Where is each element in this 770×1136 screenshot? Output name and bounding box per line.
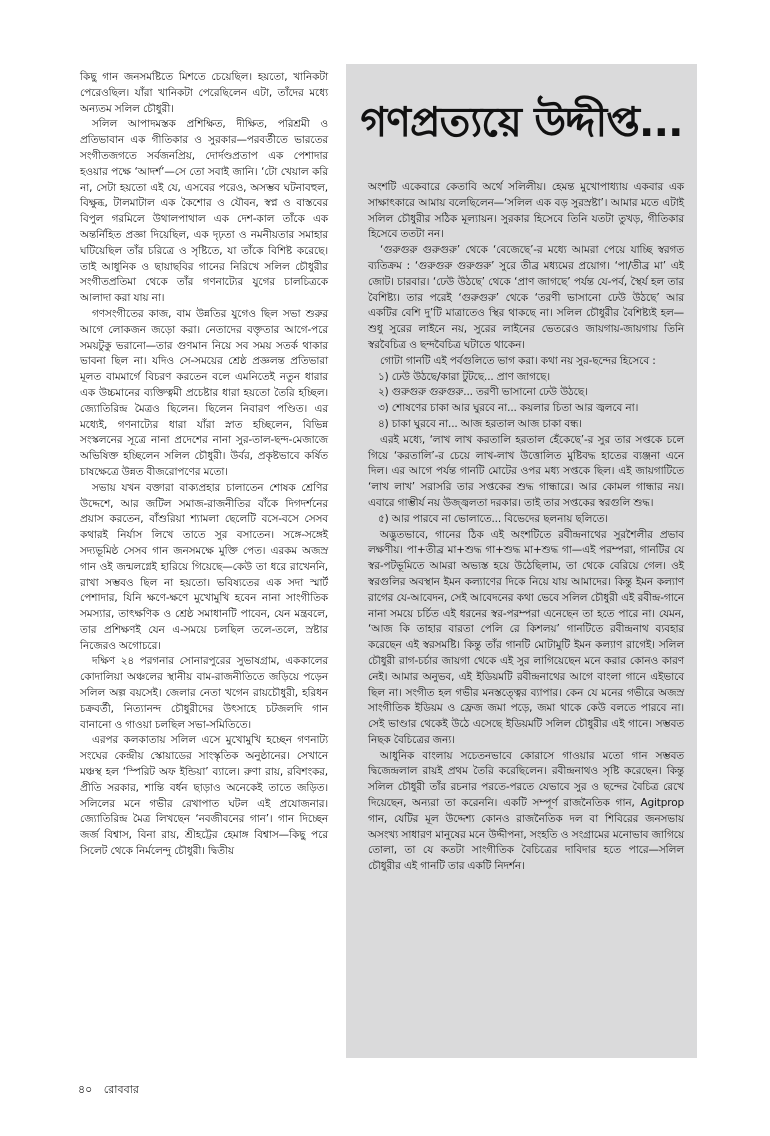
sidebar-headline: গণপ্রত্যয়ে উদ্দীপ্ত... (360, 98, 683, 146)
article-paragraph: সলিল আপাদমস্তক প্রশিক্ষিত, দীক্ষিত, পরিশ্রমী ও প্রতিভাবান এক গীতিকার ও সুরকার—পরবর্তীতে ভারতের সংগীতজগতে সর্বজনপ্রিয়, দোর্দণ্ডপ্রতাপ এক পেশাদার হওয়ার পক্ষে ‘আদর্শ’—সে তো সবাই জানি। ‘টো খেয়াল করি না, সেটা হয়তো এই যে, এসবের পরেও, অসম্ভব ঘটনাবহুল, বিক্ষুব্ধ, টালমাটাল এক কৈশোর ও যৌবন, স্বপ্ন ও বাস্তবের বিপুল গরমিলে উথালপাথাল এক দেশ-কাল তাঁকে এক অন্তর্নিহিত প্রজ্ঞা দিয়েছিল, এক দৃঢ়তা ও নমনীয়তার সমাহার ঘটিয়েছিল তাঁর চরিত্রে ও সৃষ্টিতে, যা তাঁকে বিশিষ্ট করেছে। তাই আধুনিক ও ছায়াছবির গানের নিরিখে সলিল চৌধুরীর সংগীতপ্রতিমা থেকে তাঁর গণনাট্যের যুগের চালচিত্রকে আলাদা করা যায় না। (80, 118, 328, 305)
sidebar-list-item: ১) ঢেউ উঠছে/কারা টুটছে... প্রাণ জাগছে। (378, 370, 550, 383)
sidebar-paragraph: এরই মধ্যে, ‘লাখ লাখ করতালি হরতাল হেঁকেছে’-র সুর তার সপ্তকে চলে গিয়ে ‘করতালি’-র চেয়ে লাখ-লাখ উত্তোলিত মুষ্টিবদ্ধ হাতের ব্যঞ্জনা এনে দিল। এর আগে পর্যন্ত গানটি মোটের ওপর মধ্য সপ্তকে ছিল। এই জায়গাটিতে ‘লাখ লাখ’ সরাসরি তার সপ্তকের শুদ্ধ গান্ধারে। আর কোমল গান্ধার নয়। এবারে গাম্ভীর্য নয় উজ্জ্বলতা দরকার। তাই তার সপ্তকের স্বরগুলি শুদ্ধ। (368, 433, 684, 509)
article-paragraph: দক্ষিণ ২৪ পরগনার সোনারপুরের সুভাষগ্রাম, এককালের কোদালিয়া অঞ্চলের স্থানীয় বাম-রাজনীতিতে জড়িয়ে পড়েন সলিল অল্প বয়সেই। জেলার নেতা খগেন রায়চৌধুরী, হরিধন চক্রবর্তী, নিত্যানন্দ চৌধুরীদের উৎসাহে চটজলদি গান বানানো ও গাওয়া চলছিল সভা-সমিতিতে। (80, 655, 328, 731)
sidebar-list-item: ৫) আর পারবে না ভোলাতে... বিভেদের ছলনায় ছলিতে। (378, 512, 608, 525)
sidebar-paragraph: আধুনিক বাংলায় সচেতনভাবে কোরাসে গাওয়ার মতো গান সম্ভবত দ্বিজেন্দ্রলাল রায়ই প্রথম তৈরি করেছিলেন। রবীন্দ্রনাথও সৃষ্টি করেছেন। কিন্তু সলিল চৌধুরী তাঁর রচনার পরতে-পরতে যেভাবে সুর ও ছন্দের বৈচিত্র রেখে দিয়েছেন, অন্যরা তা করেননি। একটি সম্পূর্ণ রাজনৈতিক গান, Agitprop গান, যেটির মূল উদ্দেশ্য কোনও রাজনৈতিক দল বা শিবিরের জনসভায় অসংখ্য সাধারণ মানুষের মনে উদ্দীপনা, সংহতি ও সংগ্রামের মনোভাব জাগিয়ে তোলা, তা যে কতটা সাংগীতিক বৈচিত্রের দাবিদার হতে পারে—সলিল চৌধুরীর এই গানটি তার একটি নিদর্শন। (368, 749, 684, 873)
article-paragraph: কিছু গান জনসমষ্টিতে মিশতে চেয়েছিল। হয়তো, খানিকটা পেরেওছিল। যাঁরা খানিকটা পেরেছিলেন এটা, তাঁদের মধ্যে অন্যতম সলিল চৌধুরী। (80, 71, 328, 115)
left-article-column (80, 70, 328, 1070)
article-paragraph: গণসংগীতের কাজ, বাম উন্নতির যুগেও ছিল সভা শুরুর আগে লোকজন জড়ো করা। নেতাদের বক্তৃতার আগে-পরে সময়টুকু ভরানো—তার গুণমান নিয়ে সব সময় সতর্ক থাকার ভাবনা ছিল না। যদিও সে-সময়ের শ্রেষ্ঠ প্রজ্ঞলন্ত প্রতিভারা মূলত বামমার্গে বিচরণ করতেন বলে এমনিতেই নতুন ধারার এক উচ্চমানের ব্যক্তিত্বমী প্রচেষ্টার ধারা হয়তো তৈরি হচ্ছিল। জ্যোতিরিন্দ্র মৈত্রও ছিলেন। ছিলেন নিবারণ পণ্ডিত। এর মধ্যেই, গণনাট্যের ধারা যাঁরা স্নাত হচ্ছিলেন, বিভিন্ন সংস্কলনের সূত্রে নানা প্রদেশের নানা সুর-তাল-ছন্দ-মেজাজে অভিষিক্ত হচ্ছিলেন সলিল চৌধুরী। উর্বর, প্রকৃষ্টভাবে কর্ষিত চাষক্ষেত্রে উন্নত বীজরোপণের মতো। (80, 307, 328, 478)
sidebar-paragraph: অংশটি একেবারে কেতাবি অর্থে সলিলীয়। হেমন্ত মুখোপাধ্যায় একবার এক সাক্ষাৎকারে আমায় বলেছিলেন—‘সলিল এক বড় সুরস্রষ্টা’। আমার মতে এটাই সলিল চৌধুরীর সঠিক মূল্যায়ন। সুরকার হিসেবে তিনি যতটা তুখড়, গীতিকার হিসেবে ততটা নন। (368, 181, 684, 241)
page-number: ৪০ (78, 1083, 93, 1096)
sidebar-paragraph: অদ্ভুতভাবে, গানের ঠিক এই অংশটিতে রবীন্দ্রনাথের সুরশৈলীর প্রভাব লক্ষণীয়। পা+তীব্র মা+শুদ্ধ গা+শুদ্ধ মা+শুদ্ধ গা—এই পরম্পরা, গানটির যে স্বর-পটভূমিতে আমরা অভ্যস্ত হয়ে উঠেছিলাম, তা থেকে বেরিয়ে গেল। ওই স্বরগুলির অবস্থান ইমন কল্যাণের দিকে নিয়ে যায় আমাদের। কিন্তু ইমন কল্যাণ রাগের যে-আবেদন, সেই আবেদনের কথা ভেবে সলিল চৌধুরী এই রবীন্দ্র-গানে নানা সময়ে চর্চিত এই ধরনের স্বর-পরম্পরা এনেছেন তা হতে পারে না। যেমন, ‘আজ কি তাহার বারতা পেলি রে কিশলয়’ গানটিতে রবীন্দ্রনাথ ব্যবহার করেছেন এই স্বরসমষ্টি। কিন্তু তাঁর গানটি মোটামুটি ইমন কল্যাণ রাগেই। সলিল চৌধুরী রাগ-চর্চার জায়গা থেকে এই সুর লাগিয়েছেন মনে করার কোনও কারণ নেই। আমার অনুভব, এই ইডিয়মটি রবীন্দ্রনাথের আগে বাংলা গানে এইভাবে ছিল না। সংগীত হল গভীর মনস্তত্ত্বের ব্যাপার। কেন যে মনের গভীরে অজস্র সাংগীতিক ইডিয়ম ও ফ্রেজ জমা পড়ে, জমা থাকে কেউ বলতে পারবে না। সেই ভাণ্ডার থেকেই উঠে এসেছে ইডিয়মটি সলিল চৌধুরীর এই গানে। সম্ভবত নিছক বৈচিত্রের জন্য। (368, 528, 684, 746)
sidebar-list-item: ২) গুরুগুরু গুরুগুরু... তরণী ভাসানো ঢেউ উঠছে। (378, 386, 588, 399)
sidebar-list-item: ৩) শোষণের চাকা আর ঘুরবে না... কয়লার চিতা আর জ্বলবে না। (378, 402, 639, 415)
sidebar-paragraph: ‘গুরুগুরু গুরুগুরু’ থেকে ‘বেজেছে’-র মধ্যে আমরা পেয়ে যাচ্ছি স্বরগত ব্যতিক্রম : ‘গুরুগুরু গুরুগুরু’ সুরে তীব্র মধ্যমের প্রয়োগ। ‘পা/তীব্র মা’ এই জোট। চারবার। ‘ঢেউ উঠছে’ থেকে ‘প্রাণ জাগছে’ পর্যন্ত যে-পর্ব, স্থৈর্য হল তার বৈশিষ্ট্য। তার পরেই ‘গুরুগুরু’ থেকে ‘তরণী ভাসানো ঢেউ উঠছে’ আর একটির বেশি দু’টি মাত্রাতেও স্থির থাকছে না। সলিল চৌধুরীর বৈশিষ্ট্যই হল—শুধু সুরের লাইনে নয়, সুরের লাইনের ভেতরেও জায়গায়-জায়গায় তিনি স্বরবৈচিত্র ও ছন্দবৈচিত্র ঘটাতে থাকেন। (368, 244, 684, 351)
sidebar-list-item: ৪) চাকা ঘুরবে না... আজ হরতাল আজ চাকা বন্ধ। (378, 417, 582, 430)
page-footer (78, 1083, 147, 1097)
magazine-name: রোববার (103, 1083, 139, 1096)
article-paragraph: এরপর কলকাতায় সলিল এসে মুখোমুখি হচ্ছেন গণনাট্য সংঘের কেন্দ্রীয় স্কোয়াডের সাংস্কৃতিক অনুষ্ঠানের। সেখানে মঞ্চস্থ হল ‘স্পিরিট অফ ইন্ডিয়া’ ব্যালে। রুণা রায়, রবিশংকর, প্রীতি সরকার, শান্তি বর্ধন ছাড়াও অনেকেই তাতে জড়িত। সলিলের মনে গভীর রেখাপাত ঘটল এই প্রযোজনার। জ্যোতিরিন্দ্র মৈত্র লিখছেন ‘নবজীবনের গান’। গান দিচ্ছেন জর্জ বিশ্বাস, বিনা রায়, শ্রীহট্টের হেমাঙ্গ বিশ্বাস—কিছু পরে সিলেট থেকে নির্মলেন্দু চৌধুরী। দ্বিতীয় (80, 734, 328, 858)
sidebar-paragraph: গোটা গানটি এই পর্বগুলিতে ভাগ করা। কথা নয় সুর-ছন্দের হিসেবে : (380, 354, 656, 367)
article-paragraph: সভায় যখন বক্তারা বাক্যপ্রহার চালাতেন শোষক শ্রেণির উদ্দেশে, আর জটিল সমাজ-রাজনীতির বাঁকে দিগদর্শনের প্রয়াস করতেন, বাঁশুরিয়া শ্যামলা ছেলেটি বসে-বসে সেসব কথারই নির্যাস লিখে তাতে সুর বসাতেন। সঙ্গে-সঙ্গেই সদ্যভূমিষ্ঠ সেসব গান জনসমক্ষে মুক্তি পেত। এরকম অজস্র গান ওই জন্মলগ্নেই হারিয়ে গিয়েছে—কেউ তা ধরে রাখেননি, রাখা সম্ভবও ছিল না হয়তো। ভবিষ্যতের এক সদা স্মার্ট পেশাদার, যিনি ক্ষণে-ক্ষণে মুখোমুখি হবেন নানা সাংগীতিক সমস্যার, তাৎক্ষণিক ও শ্রেষ্ঠ সমাধানটি পাবেন, যেন মন্ত্রবলে, তার প্রশিক্ষণই যেন এ-সময়ে চলছিল তলে-তলে, স্রষ্টার নিজেরও অগোচরে। (80, 481, 328, 652)
sidebar-text-column (368, 180, 684, 1060)
